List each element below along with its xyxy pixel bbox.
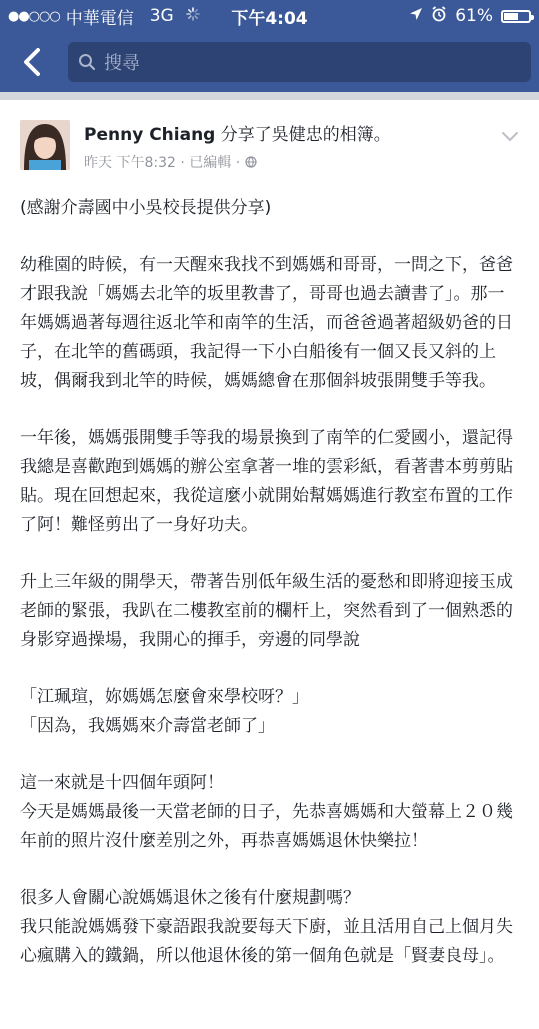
search-icon <box>78 53 96 71</box>
post-timestamp-line <box>84 152 521 172</box>
post-action: 分享了吳健忠的相簿。 <box>215 125 391 145</box>
status-time: 下午4:04 <box>231 8 308 29</box>
chevron-down-icon <box>501 131 519 143</box>
back-chevron-icon <box>21 47 43 77</box>
post-paragraph: 這一來就是十四個年頭阿！ 今天是媽媽最後一天當老師的日子，先恭喜媽媽和大螢幕上２０幾年前的照片沒什麼差別之外，再恭喜媽媽退休快樂拉！ <box>20 773 513 851</box>
post-header <box>20 120 521 172</box>
post-paragraph: 升上三年級的開學天，帶著告別低年級生活的憂愁和即將迎接玉成老師的緊張，我趴在二樓教室前的欄杆上，突然看到了一個熟悉的身影穿過操場，我開心的揮手，旁邊的同學說 <box>20 572 513 650</box>
carrier-name: 中華電信 <box>65 8 134 29</box>
battery-icon <box>501 10 531 23</box>
status-right <box>409 6 531 27</box>
network-type: 3G <box>149 6 174 26</box>
post-paragraph: 幼稚園的時候，有一天醒來我找不到媽媽和哥哥，一問之下，爸爸才跟我說「媽媽去北竿的坂里教書了，哥哥也過去讀書了」。那一年媽媽過著每週往返北竿和南竿的生活，而爸爸過著超級奶爸的日子，在北竿的舊碼頭，我記得一下小白船後有一個又長又斜的上坡，偶爾我到北竿的時候，媽媽總會在那個斜坡張開雙手等我。 <box>20 255 513 391</box>
signal-strength: ●●○○○ <box>8 8 60 24</box>
author-name[interactable]: Penny Chiang <box>84 125 216 145</box>
post-paragraph: 一年後，媽媽張開雙手等我的場景換到了南竿的仁愛國小，還記得我總是喜歡跑到媽媽的辦公室拿著一堆的雲彩紙，看著書本剪剪貼貼。現在回想起來，我從這麼小就開始幫媽媽進行教室布置的工作了阿！難怪剪出了一身好功夫。 <box>20 428 513 535</box>
post-paragraph: 「江珮瑄，妳媽媽怎麼會來學校呀？」 「因為，我媽媽來介壽當老師了」 <box>20 687 309 736</box>
alarm-icon <box>431 6 447 27</box>
search-input[interactable] <box>68 42 531 82</box>
location-arrow-icon <box>409 6 423 26</box>
post-meta <box>84 120 521 172</box>
search-placeholder: 搜尋 <box>104 53 140 74</box>
post-card <box>0 100 539 971</box>
back-button[interactable] <box>10 40 54 84</box>
post-body <box>20 194 521 971</box>
post-options-button[interactable] <box>501 128 519 147</box>
battery-fill <box>504 13 518 20</box>
post-paragraph: (感謝介壽國中小吳校長提供分享) <box>20 198 272 218</box>
status-left <box>8 4 200 29</box>
avatar[interactable] <box>20 120 70 170</box>
post-paragraph: 很多人會關心說媽媽退休之後有什麼規劃嗎？ 我只能說媽媽發下豪語跟我說要每天下廚，並且活用自己上個月失心瘋購入的鐵鍋，所以他退休後的第一個角色就是「賢妻良母」。 <box>20 888 513 966</box>
nav-row <box>0 32 539 92</box>
post-timestamp: 昨天 下午8:32 · 已編輯 · <box>84 155 245 171</box>
top-bar <box>0 0 539 92</box>
status-bar <box>0 0 539 32</box>
loading-icon <box>186 6 200 26</box>
battery-percent: 61% <box>455 6 493 26</box>
globe-icon <box>245 156 257 168</box>
feed-divider <box>0 92 539 100</box>
post-title-line <box>84 124 521 146</box>
